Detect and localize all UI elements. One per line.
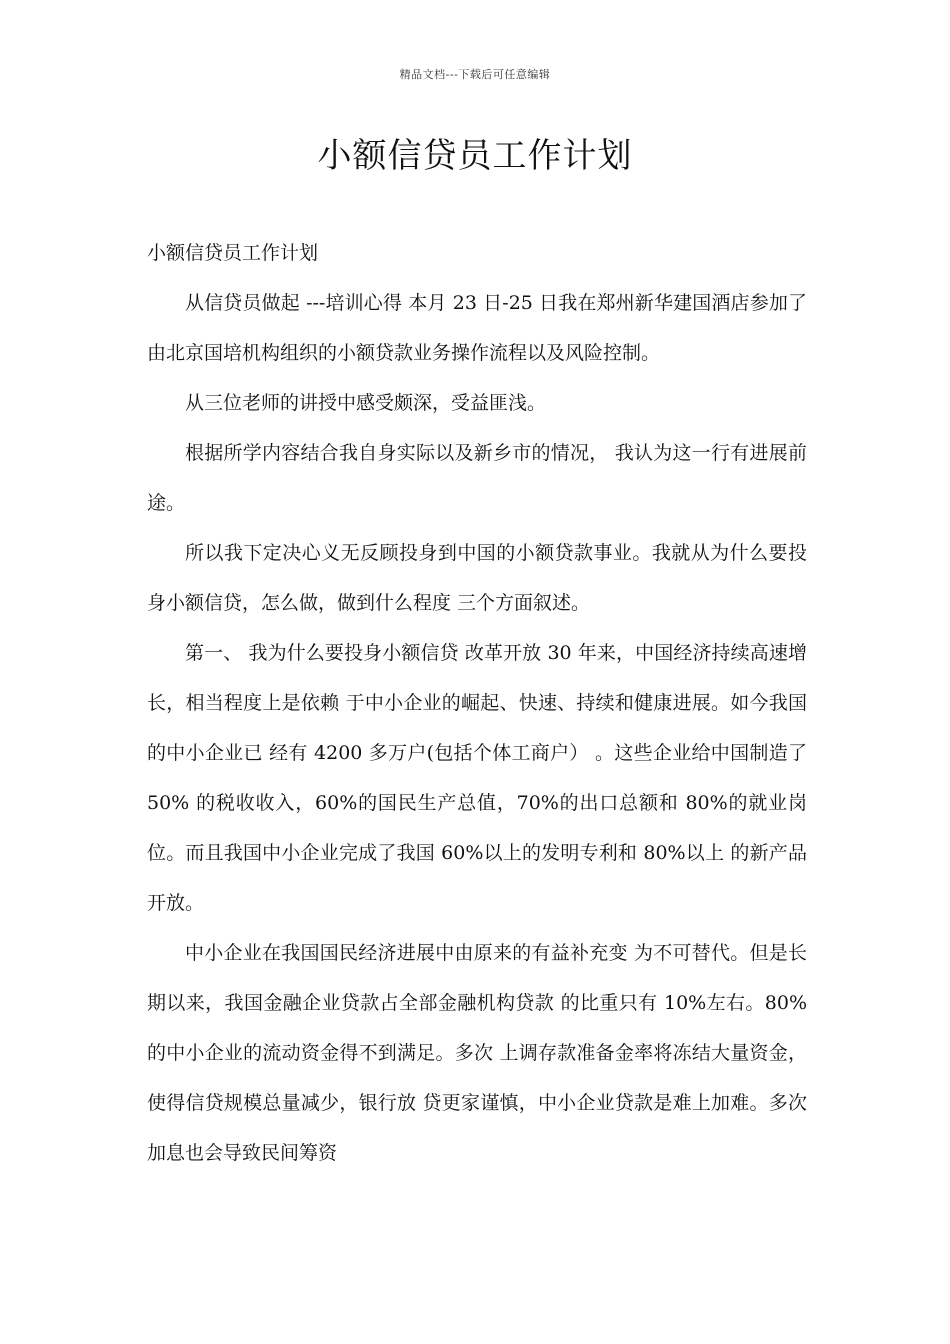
paragraph-prospect: 根据所学内容结合我自身实际以及新乡市的情况， 我认为这一行有进展前途。 xyxy=(147,442,807,514)
document-body xyxy=(147,228,807,1178)
paragraph-training-intro: 从信贷员做起 ---培训心得 本月 23 日-25 日我在郑州新华建国酒店参加了由北京国培机构组织的小额贷款业务操作流程以及风险控制。 xyxy=(147,292,807,364)
document-title: 小额信贷员工作计划 xyxy=(317,136,633,176)
paragraph-section-one: 第一、 我为什么要投身小额信贷 改革开放 30 年来，中国经济持续高速增长，相当程度上是依赖 于中小企业的崛起、快速、持续和健康进展。如今我国的中小企业已 经有 4200 多万户(包括个体工商户） 。这些企业给中国制造了 50% 的税收收入，60%的国民生产总值，70%的出口总额和 80%的就业岗 位。而且我国中小企业完成了我国 60%以上的发明专利和 80%以上 的新产品开放。 xyxy=(147,642,807,914)
document-header-note: 精品文档---下载后可任意编辑 xyxy=(399,68,551,81)
paragraph-subtitle: 小额信贷员工作计划 xyxy=(147,242,319,264)
paragraph-decision: 所以我下定决心义无反顾投身到中国的小额贷款事业。我就从为什么要投身小额信贷，怎么做，做到什么程度 三个方面叙述。 xyxy=(147,542,807,614)
paragraph-sme-financing: 中小企业在我国国民经济进展中由原来的有益补充变 为不可替代。但是长期以来，我国金融企业贷款占全部金融机构贷款 的比重只有 10%左右。80%的中小企业的流动资金得不到满足。多次 上调存款准备金率将冻结大量资金，使得信贷规模总量减少，银行放 贷更家谨慎，中小企业贷款是难上加难。多次加息也会导致民间筹资 xyxy=(147,942,807,1164)
paragraph-impression: 从三位老师的讲授中感受颇深，受益匪浅。 xyxy=(185,392,547,414)
